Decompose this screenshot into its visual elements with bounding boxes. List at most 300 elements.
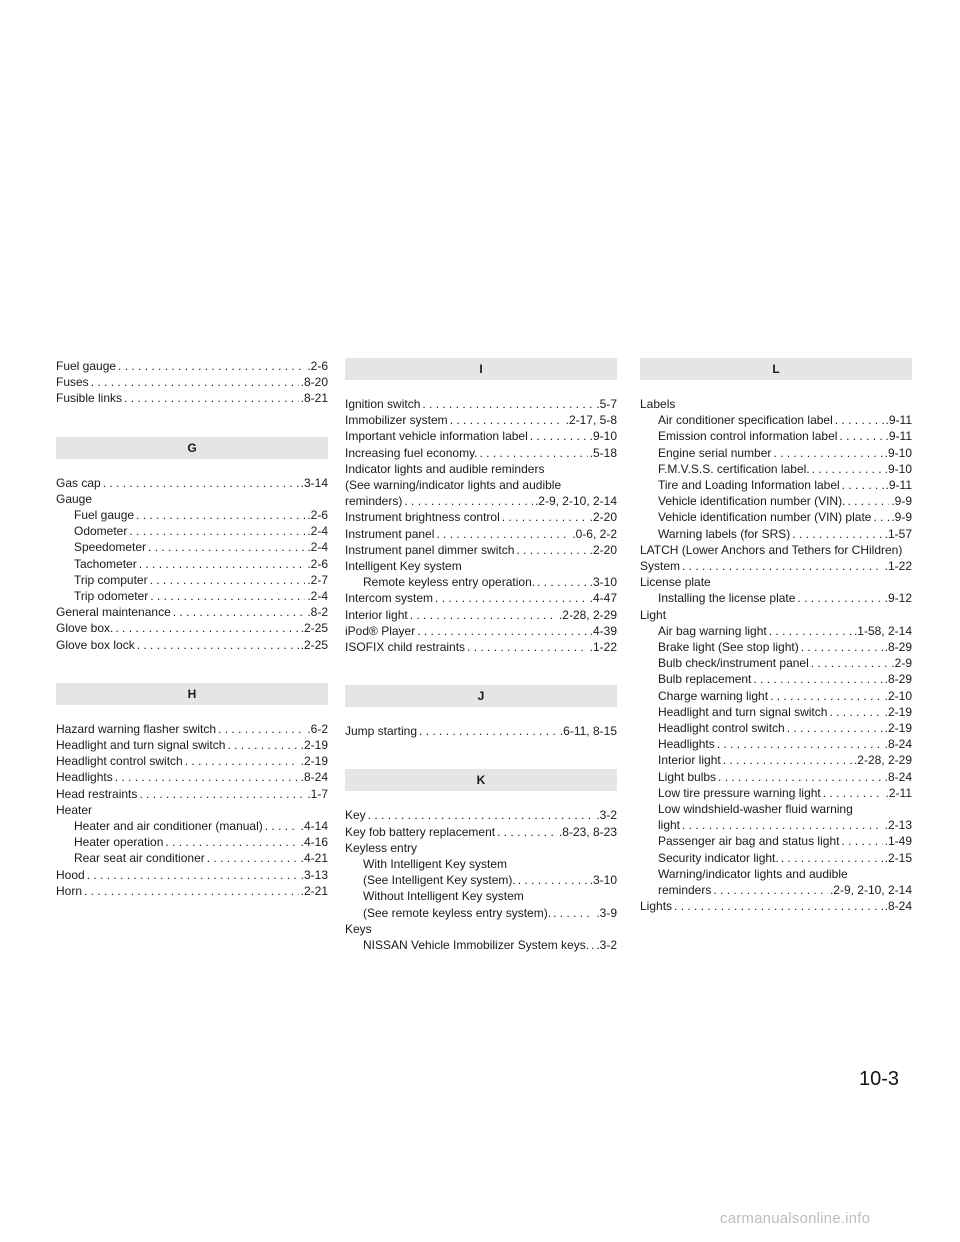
index-entry <box>345 639 617 655</box>
entry-topic: License plate <box>640 575 711 590</box>
dot-leader <box>173 604 306 620</box>
entries-k <box>345 807 617 953</box>
index-entry <box>640 461 912 477</box>
dot-leader <box>787 720 883 736</box>
dot-leader <box>136 507 305 523</box>
dot-leader <box>518 872 588 888</box>
dot-leader <box>873 509 889 525</box>
dot-leader <box>801 639 883 655</box>
index-entry <box>56 523 328 539</box>
entry-page-ref: .2-6 <box>307 556 328 571</box>
dot-leader <box>103 475 299 491</box>
dot-leader <box>847 493 889 509</box>
dot-leader <box>410 607 557 623</box>
dot-leader <box>812 461 883 477</box>
entry-page-ref: .2-4 <box>307 540 328 555</box>
entry-topic: Security indicator light. <box>658 850 779 865</box>
index-entry <box>56 753 328 769</box>
index-entry <box>56 390 328 406</box>
index-entry <box>640 396 912 412</box>
entry-page-ref: .8-24 <box>884 769 912 784</box>
dot-leader <box>148 539 305 555</box>
entry-topic: Passenger air bag and status light <box>658 834 840 849</box>
dot-leader <box>839 428 883 444</box>
entry-topic: Odometer <box>74 524 128 539</box>
index-entry <box>640 736 912 752</box>
entry-page-ref: .2-25 <box>300 637 328 652</box>
dot-leader <box>718 769 883 785</box>
index-entry <box>345 445 617 461</box>
index-entry <box>640 623 912 639</box>
index-entry <box>56 604 328 620</box>
index-column-3 <box>640 358 912 915</box>
dot-leader <box>537 574 588 590</box>
dot-leader <box>139 786 305 802</box>
entry-page-ref: .2-28, 2-29 <box>558 607 617 622</box>
index-entry <box>345 493 617 509</box>
entry-page-ref: .3-10 <box>589 575 617 590</box>
entry-topic: Gauge <box>56 491 93 506</box>
entry-page-ref: .6-11, 8-15 <box>559 724 617 739</box>
entry-page-ref: .2-19 <box>884 704 912 719</box>
index-entry <box>56 818 328 834</box>
dot-leader <box>227 737 298 753</box>
dot-leader <box>842 477 884 493</box>
dot-leader <box>829 704 882 720</box>
entry-topic: Trip computer <box>74 572 148 587</box>
index-entry <box>345 824 617 840</box>
index-entry <box>56 786 328 802</box>
section-header-h: H <box>56 683 328 705</box>
entry-topic: NISSAN Vehicle Immobilizer System keys. <box>363 938 590 953</box>
index-entry <box>640 655 912 671</box>
entry-page-ref: .2-9, 2-10, 2-14 <box>829 883 912 898</box>
entry-page-ref: .2-17, 5-8 <box>565 413 617 428</box>
entry-topic: reminders <box>658 883 712 898</box>
entry-topic: Interior light <box>345 607 408 622</box>
index-entry <box>56 588 328 604</box>
dot-leader <box>553 905 594 921</box>
dot-leader <box>185 753 299 769</box>
index-entry <box>345 558 617 574</box>
entry-topic: Keyless entry <box>345 840 418 855</box>
index-entry <box>345 509 617 525</box>
index-entry <box>56 637 328 653</box>
entry-topic: Headlight and turn signal switch <box>56 738 226 753</box>
dot-leader <box>218 721 305 737</box>
entry-topic: Important vehicle information label <box>345 429 528 444</box>
index-entry <box>345 396 617 412</box>
entry-page-ref: .5-7 <box>596 397 617 411</box>
entry-topic: Engine serial number <box>658 445 772 460</box>
dot-leader <box>781 850 883 866</box>
entry-topic: Immobilizer system <box>345 413 448 428</box>
index-entry <box>640 833 912 849</box>
index-entry <box>640 688 912 704</box>
entry-page-ref: .3-14 <box>300 475 328 490</box>
entry-page-ref: .2-7 <box>307 572 328 587</box>
entry-topic: Fuses <box>56 375 89 390</box>
section-header-i: I <box>345 358 617 380</box>
index-entry <box>345 921 617 937</box>
entry-topic: Light bulbs <box>658 769 717 784</box>
entry-page-ref: .2-20 <box>589 510 617 525</box>
index-entry <box>640 607 912 623</box>
dot-leader <box>137 637 299 653</box>
entry-topic: (See remote keyless entry system). <box>363 905 552 920</box>
dot-leader <box>118 358 305 374</box>
index-entry <box>640 898 912 914</box>
section-header-l: L <box>640 358 912 380</box>
entry-page-ref: .8-23, 8-23 <box>558 824 617 839</box>
entry-page-ref: .8-24 <box>884 899 912 914</box>
dot-leader <box>717 736 883 752</box>
entry-page-ref: .9-10 <box>884 445 912 460</box>
index-entry <box>640 882 912 898</box>
index-entry <box>640 493 912 509</box>
entry-topic: F.M.V.S.S. certification label. <box>658 461 810 476</box>
entry-topic: (See warning/indicator lights and audible <box>345 478 562 493</box>
entry-topic: Warning/indicator lights and audible <box>658 866 848 881</box>
index-entry <box>56 802 328 818</box>
index-entry <box>56 721 328 737</box>
dot-leader <box>467 639 588 655</box>
dot-leader <box>682 817 883 833</box>
entry-topic: Glove box lock <box>56 637 135 652</box>
entry-page-ref: .8-21 <box>300 391 328 406</box>
entry-topic: Heater operation <box>74 835 164 850</box>
index-entry <box>640 639 912 655</box>
index-entry <box>345 807 617 823</box>
dot-leader <box>713 882 828 898</box>
entry-topic: Fuel gauge <box>74 508 135 523</box>
entries-h <box>56 721 328 899</box>
entry-page-ref: .9-9 <box>891 510 912 525</box>
entries-f <box>56 358 328 407</box>
entry-topic: Warning labels (for SRS) <box>658 526 791 541</box>
entry-page-ref: .2-4 <box>307 524 328 539</box>
entry-topic: Increasing fuel economy. <box>345 445 478 460</box>
index-entry <box>56 539 328 555</box>
entry-page-ref: .2-9, 2-10, 2-14 <box>534 494 617 509</box>
entry-page-ref: .2-11 <box>885 785 912 800</box>
entry-page-ref: .9-11 <box>885 413 912 428</box>
index-entry <box>345 590 617 606</box>
entry-topic: Heater and air conditioner (manual) <box>74 819 263 834</box>
entry-topic: ISOFIX child restraints <box>345 640 466 655</box>
entry-topic: Keys <box>345 921 372 936</box>
entries-g <box>56 475 328 653</box>
entry-page-ref: .4-39 <box>589 623 617 638</box>
dot-leader <box>450 412 564 428</box>
dot-leader <box>115 769 299 785</box>
entry-page-ref: .9-11 <box>885 478 912 493</box>
section-header-k: K <box>345 769 617 791</box>
entry-page-ref: .2-10 <box>884 688 912 703</box>
entry-topic: Speedometer <box>74 540 147 555</box>
index-entry <box>56 358 328 374</box>
dot-leader <box>723 752 852 768</box>
dot-leader <box>150 588 305 604</box>
page-number: 10-3 <box>858 1068 899 1090</box>
dot-leader <box>811 655 890 671</box>
entry-page-ref: .5-18 <box>589 445 617 460</box>
entry-page-ref: .9-10 <box>884 461 912 476</box>
index-entry <box>640 477 912 493</box>
entry-topic: Jump starting <box>345 724 418 739</box>
entry-page-ref: .9-9 <box>891 494 912 509</box>
entry-topic: Key fob battery replacement <box>345 824 496 839</box>
index-entry <box>345 937 617 953</box>
watermark-text: carmanualsonline.info <box>720 1210 871 1227</box>
dot-leader <box>769 623 852 639</box>
entry-topic: Headlights <box>658 737 715 752</box>
entry-topic: Interior light <box>658 753 721 768</box>
entry-topic: Low windshield-washer fluid warning <box>658 802 853 817</box>
entry-topic: Horn <box>56 883 83 898</box>
index-entry <box>345 623 617 639</box>
index-entry <box>640 428 912 444</box>
index-entry <box>640 509 912 525</box>
entries-i <box>345 396 617 655</box>
dot-leader <box>773 445 882 461</box>
dot-leader <box>530 428 588 444</box>
dot-leader <box>265 818 299 834</box>
entry-topic: LATCH (Lower Anchors and Tethers for CHildren) <box>640 542 903 557</box>
entry-page-ref: .9-10 <box>589 429 617 444</box>
index-entry <box>56 620 328 636</box>
index-entry <box>640 558 912 574</box>
entry-page-ref: .8-24 <box>300 770 328 785</box>
index-entry <box>640 850 912 866</box>
entry-page-ref: .2-19 <box>300 738 328 753</box>
index-entry <box>56 867 328 883</box>
entry-topic: Hazard warning flasher switch <box>56 721 217 736</box>
entry-topic: Light <box>640 607 667 622</box>
dot-leader <box>84 883 299 899</box>
entry-page-ref: .8-2 <box>307 605 328 620</box>
entry-page-ref: .9-12 <box>884 591 912 606</box>
entry-topic: Fuel gauge <box>56 359 117 373</box>
entry-topic: Air bag warning light <box>658 623 767 638</box>
entry-page-ref: .2-6 <box>307 359 328 373</box>
dot-leader <box>502 509 588 525</box>
entry-topic: Fusible links <box>56 391 123 406</box>
dot-leader <box>516 542 587 558</box>
index-entry <box>345 477 617 493</box>
dot-leader <box>682 558 883 574</box>
entry-topic: Bulb replacement <box>658 672 752 687</box>
entry-topic: Charge warning light <box>658 688 769 703</box>
entry-topic: Without Intelligent Key system <box>363 889 524 904</box>
entry-topic: Intercom system <box>345 591 434 606</box>
index-entry <box>56 834 328 850</box>
entry-topic: Installing the license plate <box>658 591 796 606</box>
index-entry <box>640 769 912 785</box>
dot-leader <box>150 572 306 588</box>
section-header-g: G <box>56 437 328 459</box>
entry-topic: Remote keyless entry operation. <box>363 575 536 590</box>
entry-page-ref: .1-49 <box>884 834 912 849</box>
entry-page-ref: .2-9 <box>891 656 912 671</box>
entry-page-ref: .4-21 <box>300 851 328 866</box>
index-entry <box>640 752 912 768</box>
index-entry <box>56 737 328 753</box>
dot-leader <box>835 412 884 428</box>
dot-leader <box>419 723 558 739</box>
dot-leader <box>841 833 882 849</box>
index-column-1 <box>56 358 328 899</box>
entry-topic: Rear seat air conditioner <box>74 851 205 866</box>
entry-page-ref: .3-10 <box>589 873 617 888</box>
entry-topic: Headlight and turn signal switch <box>658 704 828 719</box>
index-entry <box>56 572 328 588</box>
entry-topic: System <box>640 559 681 574</box>
index-entry <box>345 607 617 623</box>
entry-topic: Trip odometer <box>74 589 149 604</box>
entry-topic: Headlights <box>56 770 113 785</box>
dot-leader <box>139 556 306 572</box>
entry-topic: Lights <box>640 899 673 914</box>
index-entry <box>345 856 617 872</box>
entry-topic: Gas cap <box>56 475 101 490</box>
index-entry <box>345 888 617 904</box>
index-entry <box>56 883 328 899</box>
dot-leader <box>480 445 588 461</box>
entry-topic: Key <box>345 808 366 823</box>
index-entry <box>640 542 912 558</box>
entry-page-ref: .2-13 <box>884 818 912 833</box>
dot-leader <box>124 390 299 406</box>
entry-page-ref: .3-2 <box>596 808 617 823</box>
entry-page-ref: .2-6 <box>307 508 328 523</box>
section-header-j: J <box>345 685 617 707</box>
entry-topic: Air conditioner specification label <box>658 413 833 428</box>
index-entry <box>56 475 328 491</box>
entry-page-ref: .2-21 <box>300 883 328 898</box>
entry-topic: Instrument panel dimmer switch <box>345 542 515 557</box>
dot-leader <box>417 623 587 639</box>
dot-leader <box>591 937 594 953</box>
entry-topic: light <box>658 818 681 833</box>
index-entry <box>56 556 328 572</box>
entry-topic: Instrument panel <box>345 526 435 541</box>
dot-leader <box>770 688 883 704</box>
index-entry <box>345 872 617 888</box>
dot-leader <box>207 850 299 866</box>
entry-topic: Emission control information label <box>658 429 838 444</box>
entry-page-ref: .8-29 <box>884 672 912 687</box>
entry-page-ref: .4-47 <box>589 591 617 606</box>
dot-leader <box>165 834 298 850</box>
entry-page-ref: .8-20 <box>300 375 328 390</box>
entry-page-ref: .1-22 <box>884 559 912 574</box>
dot-leader <box>497 824 557 840</box>
entry-page-ref: .2-19 <box>884 721 912 736</box>
entry-page-ref: .3-13 <box>300 867 328 882</box>
entry-page-ref: .2-20 <box>589 542 617 557</box>
entry-page-ref: .2-28, 2-29 <box>853 753 912 768</box>
entry-topic: Indicator lights and audible reminders <box>345 461 545 476</box>
index-entry <box>640 574 912 590</box>
index-entry <box>640 671 912 687</box>
index-entry <box>345 412 617 428</box>
index-entry <box>640 590 912 606</box>
entry-page-ref: .8-24 <box>884 737 912 752</box>
index-column-2 <box>345 358 617 953</box>
entry-page-ref: .3-2 <box>596 938 617 953</box>
entry-page-ref: .0-6, 2-2 <box>572 526 617 541</box>
dot-leader <box>674 898 883 914</box>
dot-leader <box>422 396 594 412</box>
entry-topic: Ignition switch <box>345 397 421 411</box>
entry-topic: Vehicle identification number (VIN) plate <box>658 510 872 525</box>
dot-leader <box>91 374 299 390</box>
index-entry <box>640 412 912 428</box>
entry-page-ref: .8-29 <box>884 640 912 655</box>
entry-page-ref: .3-9 <box>596 905 617 920</box>
entry-topic: Headlight control switch <box>56 754 183 769</box>
entry-topic: Instrument brightness control <box>345 510 500 525</box>
index-entry <box>640 801 912 817</box>
entry-topic: Heater <box>56 802 93 817</box>
entry-page-ref: .4-16 <box>300 835 328 850</box>
entry-page-ref: .9-11 <box>885 429 912 444</box>
entries-j <box>345 723 617 739</box>
dot-leader <box>435 590 588 606</box>
entry-topic: Bulb check/instrument panel <box>658 656 809 671</box>
entry-topic: (See Intelligent Key system). <box>363 873 516 888</box>
entry-topic: Vehicle identification number (VIN). <box>658 494 846 509</box>
entry-topic: Tachometer <box>74 556 137 571</box>
index-entry <box>345 461 617 477</box>
entry-page-ref: .1-58, 2-14 <box>853 623 912 638</box>
index-entry <box>345 542 617 558</box>
dot-leader <box>129 523 305 539</box>
index-entry <box>345 526 617 542</box>
dot-leader <box>368 807 595 823</box>
entry-page-ref: .2-15 <box>884 850 912 865</box>
index-entry <box>640 445 912 461</box>
dot-leader <box>797 590 882 606</box>
index-entry <box>345 840 617 856</box>
dot-leader <box>753 671 882 687</box>
index-entry <box>345 428 617 444</box>
entry-topic: General maintenance <box>56 605 171 620</box>
entry-topic: Labels <box>640 397 676 411</box>
index-entry <box>345 905 617 921</box>
entries-l <box>640 396 912 915</box>
dot-leader <box>115 620 298 636</box>
dot-leader <box>792 526 882 542</box>
dot-leader <box>436 526 570 542</box>
index-entry <box>345 574 617 590</box>
entry-topic: Headlight control switch <box>658 721 785 736</box>
dot-leader <box>87 867 299 883</box>
index-entry <box>345 723 617 739</box>
index-entry <box>56 769 328 785</box>
index-entry <box>56 507 328 523</box>
entry-page-ref: .1-22 <box>589 640 617 655</box>
index-entry <box>640 785 912 801</box>
entry-topic: Hood <box>56 867 85 882</box>
entry-page-ref: .6-2 <box>307 721 328 736</box>
index-entry <box>56 374 328 390</box>
index-entry <box>56 491 328 507</box>
entry-topic: Intelligent Key system <box>345 559 462 574</box>
entry-topic: Glove box. <box>56 621 114 636</box>
entry-page-ref: .2-4 <box>307 589 328 604</box>
